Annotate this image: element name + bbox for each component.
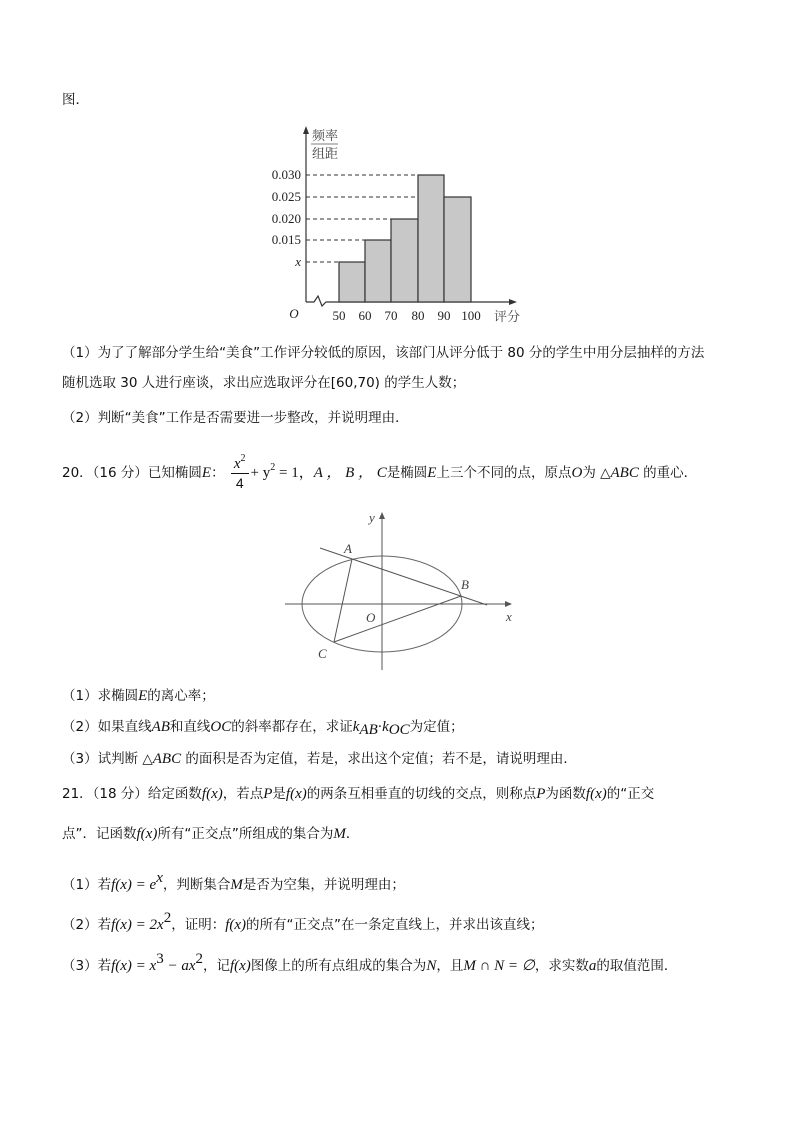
y-axis-arrow-icon: [303, 126, 309, 134]
q21-statement-line1: 21．（18 分）给定函数f(x)，若点P是f(x)的两条互相垂直的切线的交点，则称点P为函数f(x)的“正交: [62, 786, 655, 802]
q20-part2: （2）如果直线AB和直线OC的斜率都存在，求证$k_{AB}\cdot k_{OC}$为定值；: [62, 719, 464, 738]
bar-50-60: [339, 262, 365, 302]
bar-80-90: [418, 175, 444, 302]
q20-statement: 20．（16 分）已知椭圆E： $\frac{x^2}{4}$ + $y^2 = 1$，A ， B ， C是椭圆E上三个不同的点，原点O为 △ABC 的重心．: [62, 452, 697, 494]
x-tick: 80: [411, 308, 425, 323]
bar-60-70: [365, 240, 391, 302]
svg-text:x: x: [506, 609, 512, 624]
x-axis-arrow-icon: [509, 299, 517, 305]
x-tick: 50: [332, 308, 346, 323]
segment-AC: [334, 559, 352, 642]
origin-label: O: [289, 306, 299, 321]
q21-part1: （1）若$f(x) = e^x$，判断集合M是否为空集，并说明理由；: [62, 870, 405, 893]
svg-text:B: B: [461, 577, 469, 592]
ellipse-figure: [280, 505, 520, 675]
x-tick: 60: [358, 308, 372, 323]
frequency-histogram: [240, 122, 540, 327]
y-tick: 0.020: [271, 211, 301, 226]
svg-text:y: y: [369, 510, 375, 525]
y-tick: 0.025: [271, 189, 301, 204]
x-tick: 90: [437, 308, 451, 323]
x-tick: 70: [384, 308, 398, 323]
ellipse-equation-fraction: $\frac{x^2}{4}$: [231, 450, 249, 492]
intro-tail-text: 图．: [62, 92, 89, 108]
q21-part3: （3）若$f(x) = x^3 - ax^2$，记f(x)图像上的所有点组成的集合为N，且M ∩ N = ∅，求实数a的取值范围．: [62, 951, 678, 974]
y-label-bottom: 组距: [312, 146, 339, 161]
q20-part1: （1）求椭圆E的离心率；: [62, 688, 215, 704]
bar-90-100: [444, 197, 471, 302]
q19-part1-line2: 随机选取 30 人进行座谈，求出应选取评分在[60,70) 的学生人数；: [62, 375, 466, 391]
q21-statement-line2: 点”．记函数f(x)所有“正交点”所组成的集合为M．: [62, 826, 360, 842]
svg-text:O: O: [366, 610, 376, 625]
svg-text:A: A: [344, 541, 352, 556]
y-tick: 0.030: [271, 167, 301, 182]
q19-part2: （2）判断“美食”工作是否需要进一步整改，并说明理由．: [62, 410, 409, 426]
x-tick: 100: [461, 308, 481, 323]
q21-part2: （2）若$f(x) = 2x^2$，证明：f(x)的所有“正交点”在一条定直线上，并求出该直线；: [62, 910, 544, 933]
q20-part3: （3）试判断 △ABC 的面积是否为定值，若是，求出这个定值；若不是，请说明理由．: [62, 751, 577, 767]
bar-70-80: [391, 219, 418, 302]
y-tick: 0.015: [271, 232, 301, 247]
y-axis-arrow-icon: [379, 512, 385, 519]
segment-CB: [334, 596, 461, 642]
x-axis-arrow-icon: [505, 601, 512, 607]
svg-text:C: C: [318, 646, 327, 661]
x-axis-label: 评分: [494, 309, 521, 324]
y-tick: x: [295, 254, 301, 269]
q19-part1-line1: （1）为了了解部分学生给“美食”工作评分较低的原因，该部门从评分低于 80 分的学生中用分层抽样的方法: [62, 345, 705, 361]
y-label-top: 频率: [312, 128, 339, 143]
